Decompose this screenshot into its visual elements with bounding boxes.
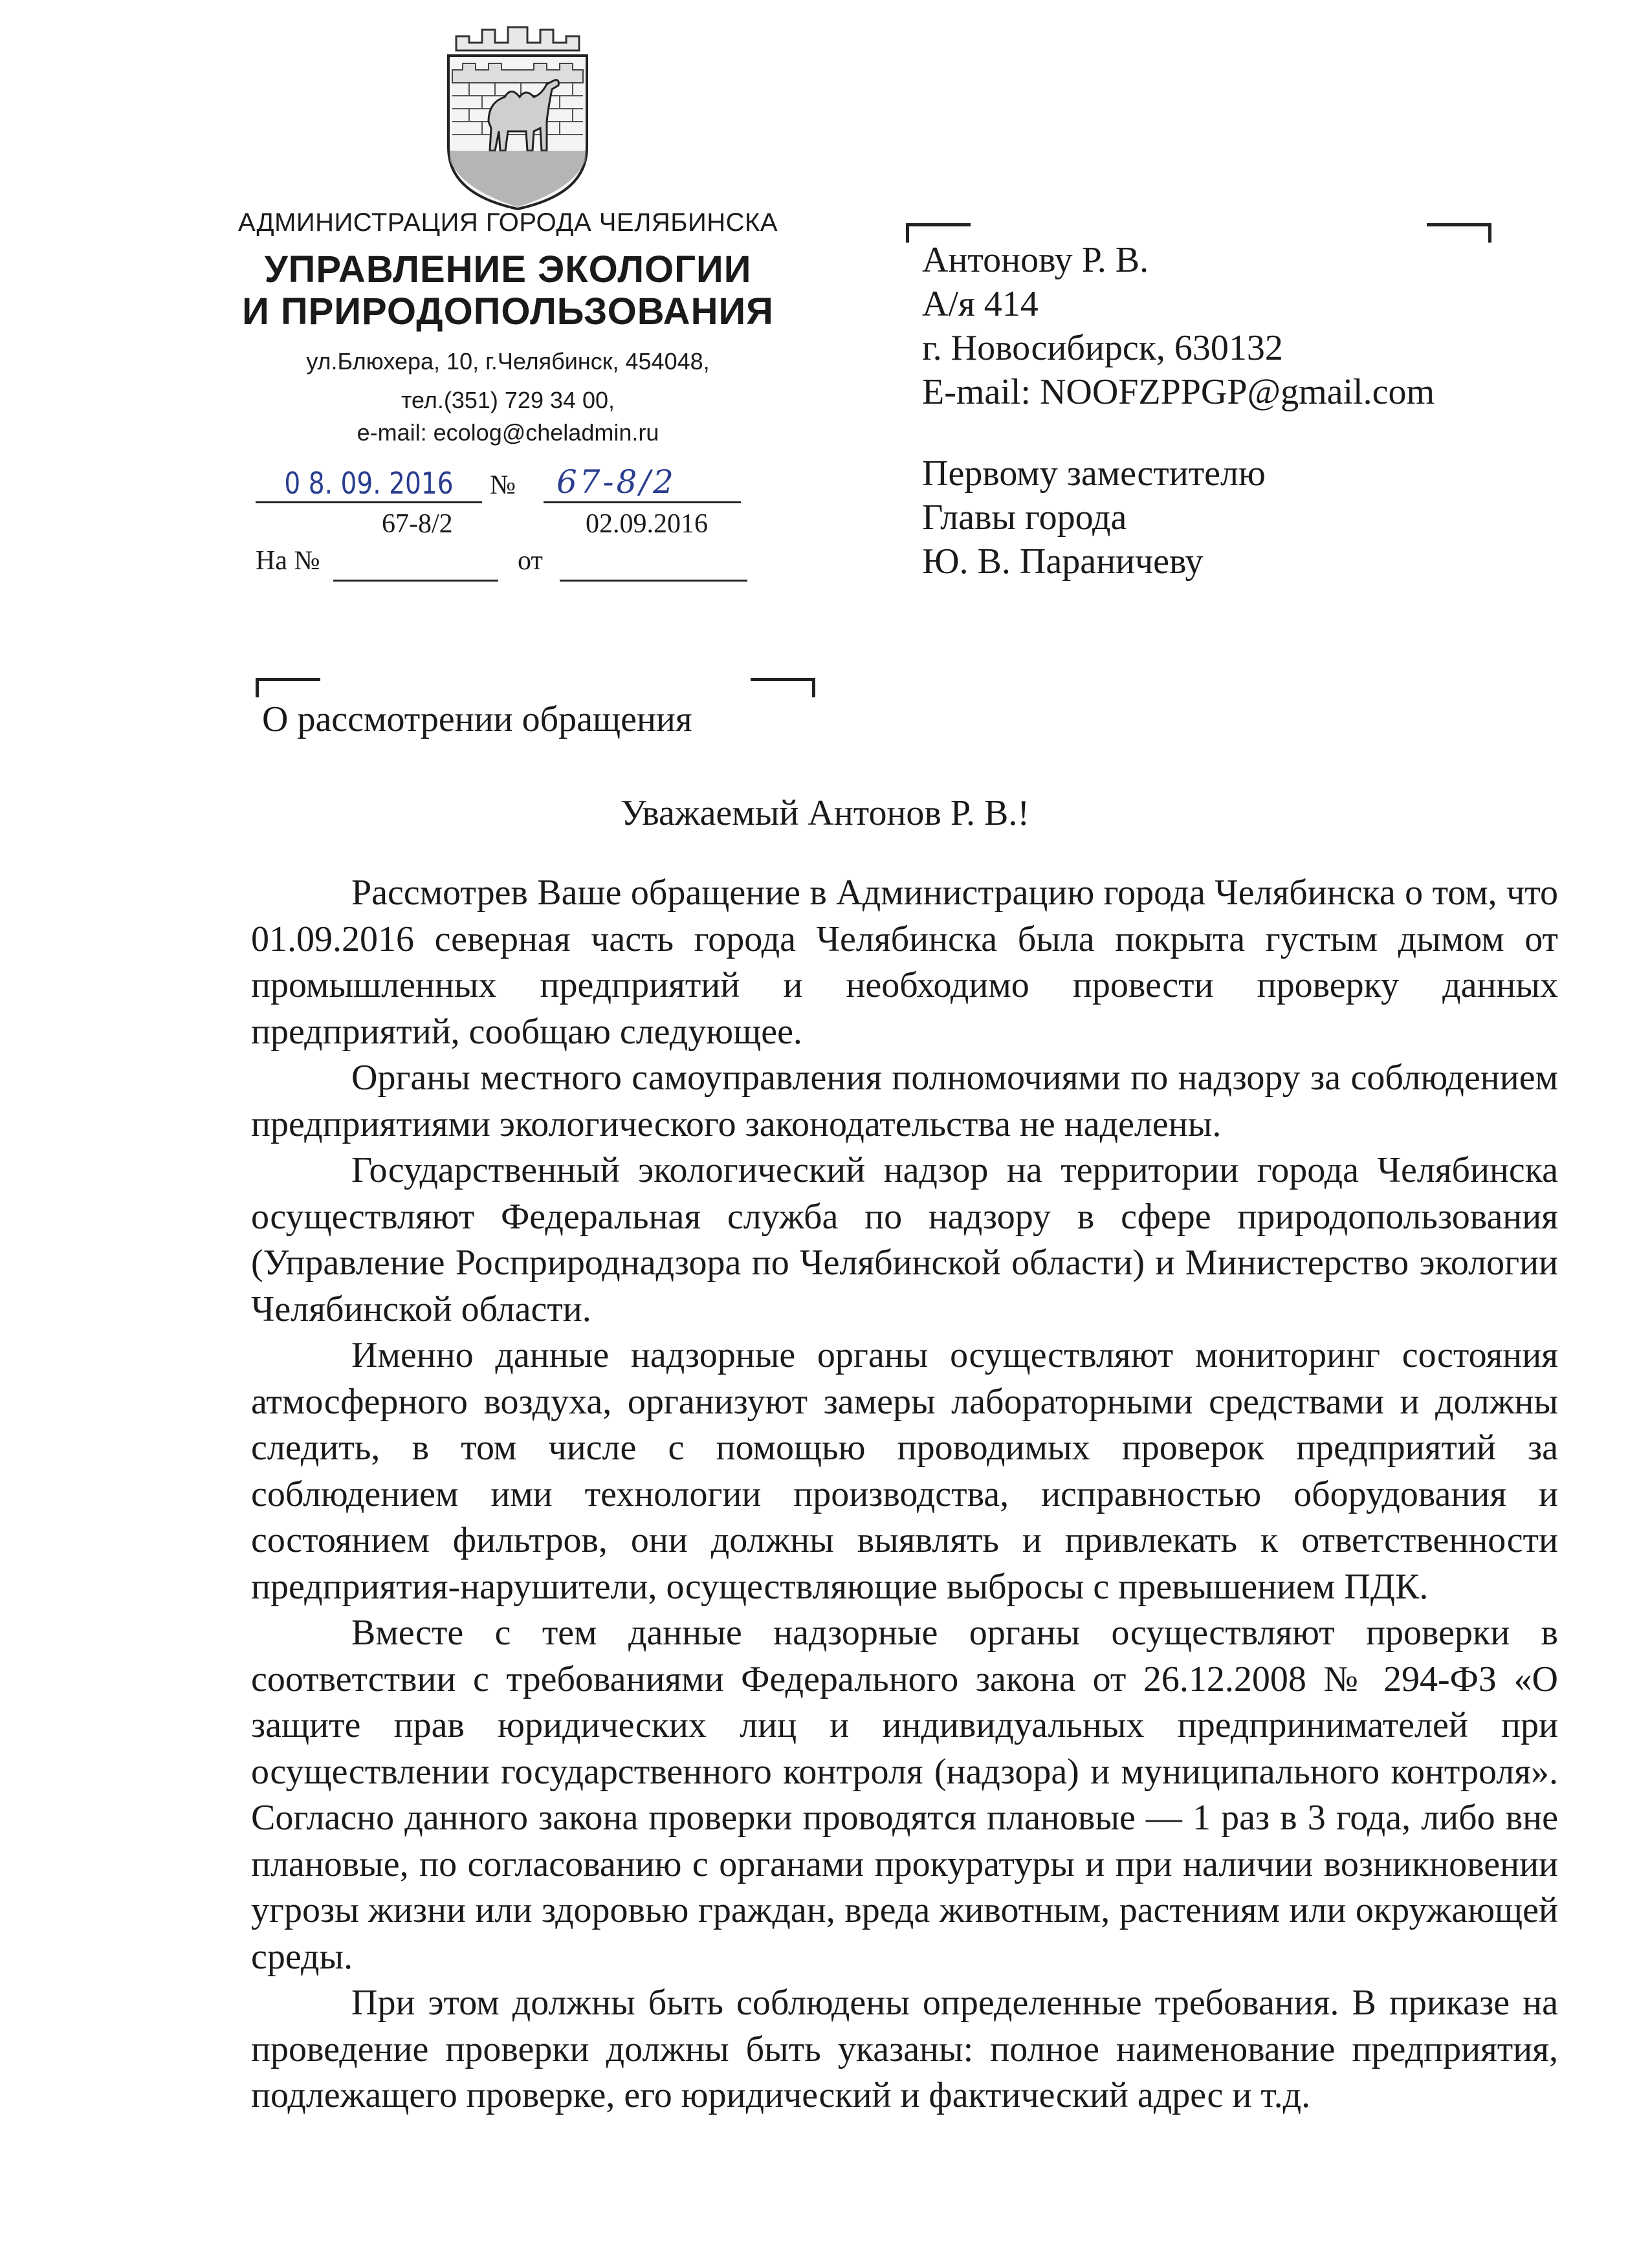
reference-date-label: от [518,546,543,576]
body-paragraph: Органы местного самоуправления полномочиями по надзору за соблюдением предприятиями экологического законодательства не наделены. [251,1058,1558,1144]
registration-number-handwritten: 67-8/2 [556,463,676,501]
letterhead-department-line1: УПРАВЛЕНИЕ ЭКОЛОГИИ [264,248,752,290]
addressee-copy [922,452,1266,583]
registration-number-sign: № [490,470,516,500]
letter-body [251,870,1558,2119]
body-paragraph: Рассмотрев Ваше обращение в Администрацию города Челябинска о том, что 01.09.2016 северная часть города Челябинска была покрыта густым дымом от промышленных предприятий и необходимо провести проверку данных предприятий, сообщаю следующее. [251,873,1558,1052]
letterhead-administration: АДМИНИСТРАЦИЯ ГОРОДА ЧЕЛЯБИНСКА [238,208,778,237]
reference-number-underline [333,555,498,582]
addressee-line: г. Новосибирск, 630132 [922,328,1283,368]
letterhead-address: ул.Блюхера, 10, г.Челябинск, 454048, [306,348,710,375]
addressee-line: Первому заместителю [922,453,1266,494]
letterhead-department-line2: И ПРИРОДОПОЛЬЗОВАНИЯ [242,290,774,333]
body-paragraph: Вместе с тем данные надзорные органы осуществляют проверки в соответствии с требованиями Федерального закона от 26.12.2008 № 294-ФЗ «О защите прав юридических лиц и индивидуальных предпринимателей при осуществлении государственного контроля (надзора) и муниципального контроля». Согласно данного закона проверки проводятся плановые — 1 раз в 3 года, либо вне плановые, по согласованию с органами прокуратуры и при наличии возникновении угрозы жизни или здоровью граждан, вреда животным, растениям или окружающей среды. [251,1613,1558,1977]
addressee-line: Главы города [922,497,1127,538]
body-paragraph: При этом должны быть соблюдены определенные требования. В приказе на проведение проверки должны быть указаны: полное наименование предприятия, подлежащего проверке, его юридический и фактический адрес и т.д. [251,1983,1558,2115]
addressee-line: E-mail: NOOFZPPGP@gmail.com [922,372,1435,412]
addressee-line: А/я 414 [922,284,1039,324]
subject-bracket-right [751,678,815,697]
reference-number-label: На № [256,546,320,576]
letterhead-email: e-mail: ecolog@cheladmin.ru [357,419,659,446]
registration-date-stamp: 0 8. 09. 2016 [284,466,454,501]
letterhead-phone: тел.(351) 729 34 00, [401,387,615,413]
letter-subject: О рассмотрении обращения [262,699,692,739]
letter-salutation: Уважаемый Антонов Р. В.! [620,793,1030,833]
addressee-primary [922,238,1435,414]
addressee-line: Антонову Р. В. [922,240,1149,280]
body-paragraph: Государственный экологический надзор на территории города Челябинска осуществляют Федеральная служба по надзору в сфере природопользования (Управление Росприроднадзора по Челябинской области) и Министерство экологии Челябинской области. [251,1150,1558,1329]
coat-of-arms-icon [443,25,592,212]
registration-number-typed: 67-8/2 [382,509,453,539]
registration-date-typed: 02.09.2016 [586,509,708,539]
subject-bracket-left [256,678,320,697]
reference-date-underline [560,555,747,582]
addressee-line: Ю. В. Параничеву [922,541,1204,582]
body-paragraph: Именно данные надзорные органы осуществляют мониторинг состояния атмосферного воздуха, организуют замеры лабораторными средствами и должны следить, в том числе с помощью проводимых проверок предприятий за соблюдением ими технологии производства, исправностью оборудования и состоянием фильтров, они должны выявлять и привлекать к ответственности предприятия-нарушители, осуществляющие выбросы с превышением ПДК. [251,1335,1558,1607]
addressee-bracket-right [1427,223,1491,243]
